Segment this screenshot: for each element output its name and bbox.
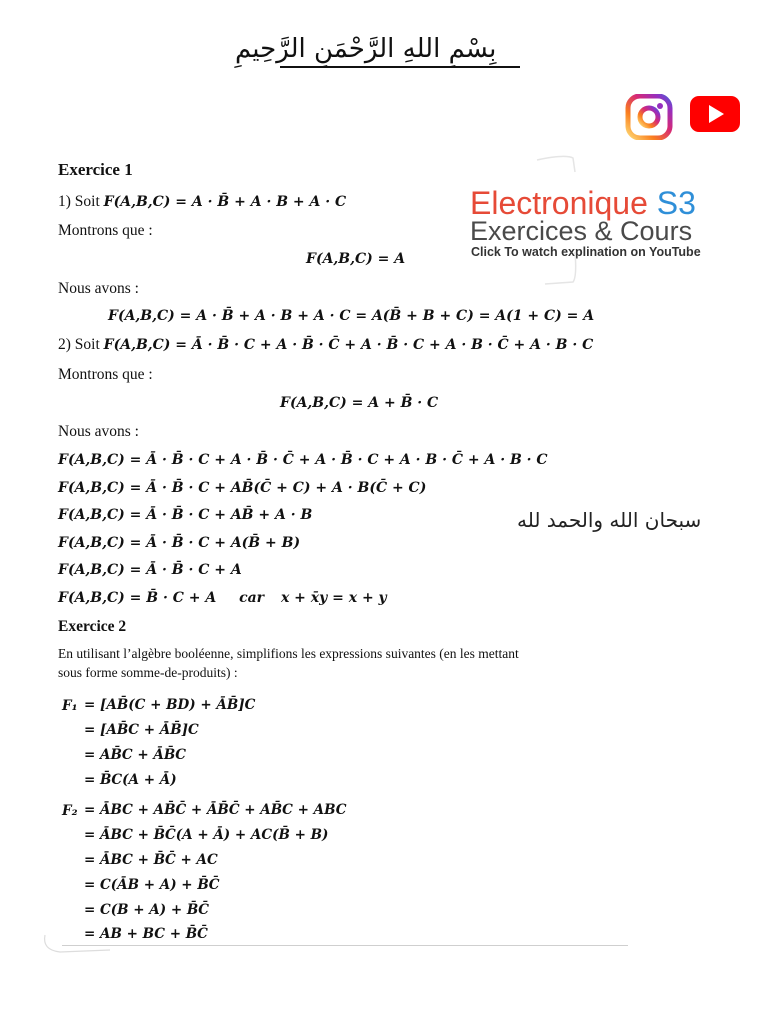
proof-line: F(A,B,C) = Ā · B̄ · C + A · B̄ · C̄ + A · B̄ · C + A · B · C̄ + A · B · C (58, 452, 548, 468)
f2-line: = C(B + A) + B̄C̄ (84, 902, 209, 918)
proof-line-final: F(A,B,C) = B̄ · C + A (58, 590, 217, 606)
f2-line: = AB + BC + B̄C̄ (84, 926, 208, 942)
arabic-praise-note: سبحان الله والحمد لله (517, 508, 702, 532)
f1-line: = [AB̄(C + BD) + ĀB̄]C (84, 697, 256, 713)
proof-line: F(A,B,C) = Ā · B̄ · C + A (58, 562, 242, 578)
f2-line: = ĀBC + AB̄C̄ + ĀB̄C̄ + AB̄C + ABC (84, 802, 347, 818)
have-label-1: Nous avons : (58, 280, 139, 297)
proof-line (58, 590, 387, 606)
exercise1-part1-expression: F(A,B,C) = A · B̄ + A · B + A · C (103, 194, 347, 210)
youtube-icon[interactable] (690, 96, 740, 132)
exercise2-intro-line1: En utilisant l’algèbre booléenne, simplifions les expressions suivantes (en les mettant (58, 646, 519, 661)
exercise2-title: Exercice 2 (58, 618, 127, 635)
f2-line: = ĀBC + B̄C̄ + AC (84, 852, 218, 868)
show-label-2: Montrons que : (58, 366, 153, 383)
exercise2-intro-line2: sous forme somme-de-produits) : (58, 665, 238, 680)
exercise1-part2-prefix: 2) Soit (58, 336, 104, 353)
exercise1-part2-target: F(A,B,C) = A + B̄ · C (280, 395, 439, 411)
page-divider (62, 945, 628, 946)
exercise1-part2 (58, 336, 593, 354)
f1-line: = AB̄C + ĀB̄C (84, 747, 186, 763)
exercise1-part2-expression: F(A,B,C) = Ā · B̄ · C + A · B̄ · C̄ + A · B̄ · C + A · B · C̄ + A · B · C (103, 337, 594, 353)
brand-title-text: Electronique (470, 185, 648, 221)
show-label-1: Montrons que : (58, 222, 153, 239)
f2-line: = C(ĀB + A) + B̄C̄ (84, 877, 220, 893)
exercise1-part1 (58, 193, 346, 211)
brand-title-suffix: S3 (656, 185, 696, 221)
brand-title[interactable] (470, 186, 696, 220)
f1-line: = [AB̄C + ĀB̄]C (84, 722, 199, 738)
f1-line: = B̄C(A + Ā) (84, 772, 177, 788)
brand-subtitle: Exercices & Cours (470, 216, 693, 246)
f1-label: F₁ (62, 698, 78, 714)
car-label: car (239, 590, 265, 606)
f2-line: = ĀBC + B̄C̄(A + Ā) + AC(B̄ + B) (84, 827, 329, 843)
instagram-icon[interactable] (625, 94, 673, 140)
car-rule: x + x̄y = x + y (280, 590, 387, 606)
exercise1-part1-prefix: 1) Soit (58, 193, 104, 210)
proof-line: F(A,B,C) = Ā · B̄ · C + AB̄(C̄ + C) + A · B(C̄ + C) (58, 480, 427, 496)
f2-label: F₂ (62, 803, 78, 819)
proof-line: F(A,B,C) = Ā · B̄ · C + A(B̄ + B) (58, 535, 301, 551)
basmala-calligraphy: بِسْمِ اللهِ الرَّحْمَنِ الرَّحِيمِ (235, 34, 497, 64)
exercise1-part1-proof: F(A,B,C) = A · B̄ + A · B + A · C = A(B̄ + B + C) = A(1 + C) = A (108, 308, 595, 324)
exercise1-title: Exercice 1 (58, 160, 133, 179)
have-label-2: Nous avons : (58, 423, 139, 440)
exercise1-part1-target: F(A,B,C) = A (306, 251, 406, 267)
brand-tagline[interactable]: Click To watch explination on YouTube (471, 245, 701, 259)
basmala-underline (280, 66, 520, 68)
proof-line: F(A,B,C) = Ā · B̄ · C + AB̄ + A · B (58, 507, 313, 523)
